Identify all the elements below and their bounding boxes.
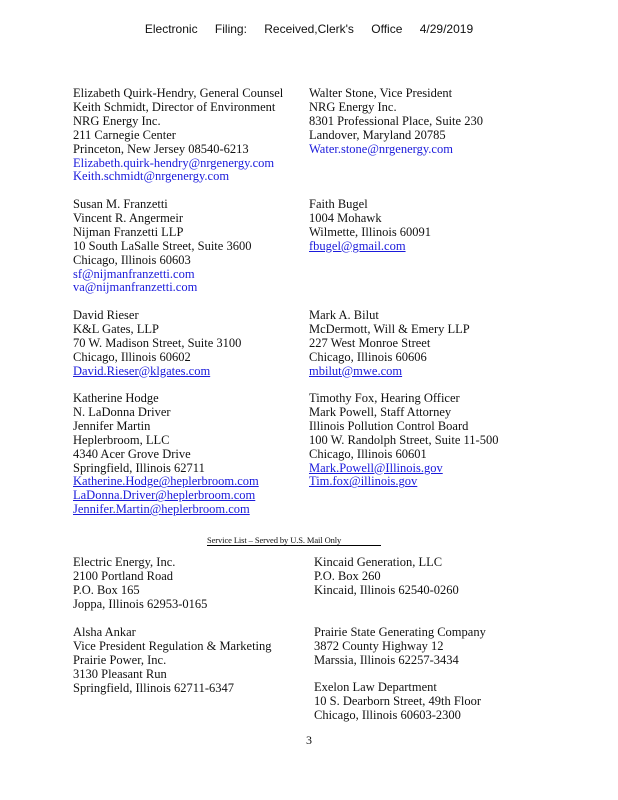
- contact-prairie-state: [314, 626, 486, 668]
- address-line: P.O. Box 260: [314, 568, 381, 583]
- contact-pollution-control-board: [309, 392, 498, 489]
- address-line: 70 W. Madison Street, Suite 3100: [73, 335, 242, 350]
- header-part: 4/29/2019: [419, 22, 474, 36]
- address-line: 1004 Mohawk: [309, 210, 382, 225]
- address-line: Chicago, Illinois 60601: [309, 446, 427, 461]
- address-line: 227 West Monroe Street: [309, 335, 431, 350]
- address-line: Electric Energy, Inc.: [73, 555, 176, 569]
- email-link[interactable]: mbilut@mwe.com: [309, 363, 403, 378]
- address-line: Susan M. Franzetti: [73, 197, 168, 211]
- email-link[interactable]: Keith.schmidt@nrgenergy.com: [73, 169, 230, 184]
- contact-nijman-franzetti: [73, 198, 251, 295]
- email-link[interactable]: fbugel@gmail.com: [309, 238, 406, 253]
- address-line: 10 S. Dearborn Street, 49th Floor: [314, 693, 481, 708]
- contact-heplerbroom: [73, 392, 259, 517]
- email-link[interactable]: Jennifer.Martin@heplerbroom.com: [73, 502, 250, 517]
- page-number: 3: [306, 733, 312, 747]
- address-line: Chicago, Illinois 60603-2300: [314, 707, 461, 722]
- address-line: Joppa, Illinois 62953-0165: [73, 596, 208, 611]
- address-line: Kincaid, Illinois 62540-0260: [314, 582, 459, 597]
- address-line: Exelon Law Department: [314, 680, 437, 694]
- address-line: 2100 Portland Road: [73, 568, 173, 583]
- address-line: 100 W. Randolph Street, Suite 11-500: [309, 432, 499, 447]
- address-line: Vice President Regulation & Marketing: [73, 638, 272, 653]
- address-line: David Rieser: [73, 308, 139, 322]
- address-line: Chicago, Illinois 60603: [73, 252, 191, 267]
- address-line: McDermott, Will & Emery LLP: [309, 321, 470, 336]
- service-list-heading: Service List – Served by U.S. Mail Only: [207, 535, 381, 546]
- address-line: Marssia, Illinois 62257-3434: [314, 652, 459, 667]
- address-line: Faith Bugel: [309, 197, 368, 211]
- address-line: Nijman Franzetti LLP: [73, 224, 184, 239]
- address-line: Landover, Maryland 20785: [309, 127, 446, 142]
- address-line: Princeton, New Jersey 08540-6213: [73, 141, 249, 156]
- address-line: Mark A. Bilut: [309, 308, 379, 322]
- address-line: Heplerbroom, LLC: [73, 432, 170, 447]
- address-line: Jennifer Martin: [73, 418, 151, 433]
- email-link[interactable]: sf@nijmanfranzetti.com: [73, 266, 195, 281]
- address-line: Walter Stone, Vice President: [309, 86, 453, 100]
- header-part: Office: [371, 22, 403, 36]
- address-line: Chicago, Illinois 60602: [73, 349, 191, 364]
- address-line: Katherine Hodge: [73, 391, 159, 405]
- contact-nrg-princeton: [73, 87, 283, 184]
- address-line: Keith Schmidt, Director of Environment: [73, 99, 276, 114]
- email-link[interactable]: va@nijmanfranzetti.com: [73, 280, 198, 295]
- contact-exelon: [314, 681, 481, 723]
- email-link[interactable]: Tim.fox@illinois.gov: [309, 474, 418, 489]
- address-line: Prairie Power, Inc.: [73, 652, 167, 667]
- email-link[interactable]: Water.stone@nrgenergy.com: [309, 141, 453, 156]
- address-line: Vincent R. Angermeir: [73, 210, 183, 225]
- address-line: 3872 County Highway 12: [314, 638, 444, 653]
- email-link[interactable]: David.Rieser@klgates.com: [73, 363, 211, 378]
- address-line: Chicago, Illinois 60606: [309, 349, 427, 364]
- email-link[interactable]: Elizabeth.quirk-hendry@nrgenergy.com: [73, 155, 275, 170]
- header-part: Filing:: [214, 22, 247, 36]
- address-line: NRG Energy Inc.: [73, 113, 161, 128]
- address-line: 211 Carnegie Center: [73, 127, 176, 142]
- address-line: Timothy Fox, Hearing Officer: [309, 391, 460, 405]
- address-line: P.O. Box 165: [73, 582, 140, 597]
- contact-prairie-power: [73, 626, 272, 696]
- address-line: 3130 Pleasant Run: [73, 666, 167, 681]
- address-line: Springfield, Illinois 62711-6347: [73, 680, 234, 695]
- address-line: Illinois Pollution Control Board: [309, 418, 469, 433]
- email-link[interactable]: Katherine.Hodge@heplerbroom.com: [73, 474, 259, 489]
- contact-kl-gates: [73, 309, 241, 379]
- address-line: Springfield, Illinois 62711: [73, 460, 205, 475]
- email-link[interactable]: LaDonna.Driver@heplerbroom.com: [73, 488, 256, 503]
- address-line: Wilmette, Illinois 60091: [309, 224, 432, 239]
- electronic-filing-header: [0, 22, 618, 36]
- address-line: 8301 Professional Place, Suite 230: [309, 113, 483, 128]
- address-line: 4340 Acer Grove Drive: [73, 446, 191, 461]
- contact-kincaid-generation: [314, 556, 459, 598]
- email-link[interactable]: Mark.Powell@Illinois.gov: [309, 460, 443, 475]
- contact-faith-bugel: [309, 198, 431, 254]
- header-part: Received,Clerk's: [264, 22, 354, 36]
- header-part: Electronic: [144, 22, 198, 36]
- contact-mcdermott: [309, 309, 470, 379]
- address-line: Mark Powell, Staff Attorney: [309, 404, 452, 419]
- address-line: NRG Energy Inc.: [309, 99, 397, 114]
- address-line: K&L Gates, LLP: [73, 321, 159, 336]
- address-line: 10 South LaSalle Street, Suite 3600: [73, 238, 252, 253]
- address-line: Alsha Ankar: [73, 625, 136, 639]
- address-line: Kincaid Generation, LLC: [314, 555, 443, 569]
- address-line: Prairie State Generating Company: [314, 625, 486, 639]
- contact-nrg-landover: [309, 87, 483, 157]
- address-line: N. LaDonna Driver: [73, 404, 171, 419]
- contact-electric-energy: [73, 556, 207, 612]
- address-line: Elizabeth Quirk-Hendry, General Counsel: [73, 86, 284, 100]
